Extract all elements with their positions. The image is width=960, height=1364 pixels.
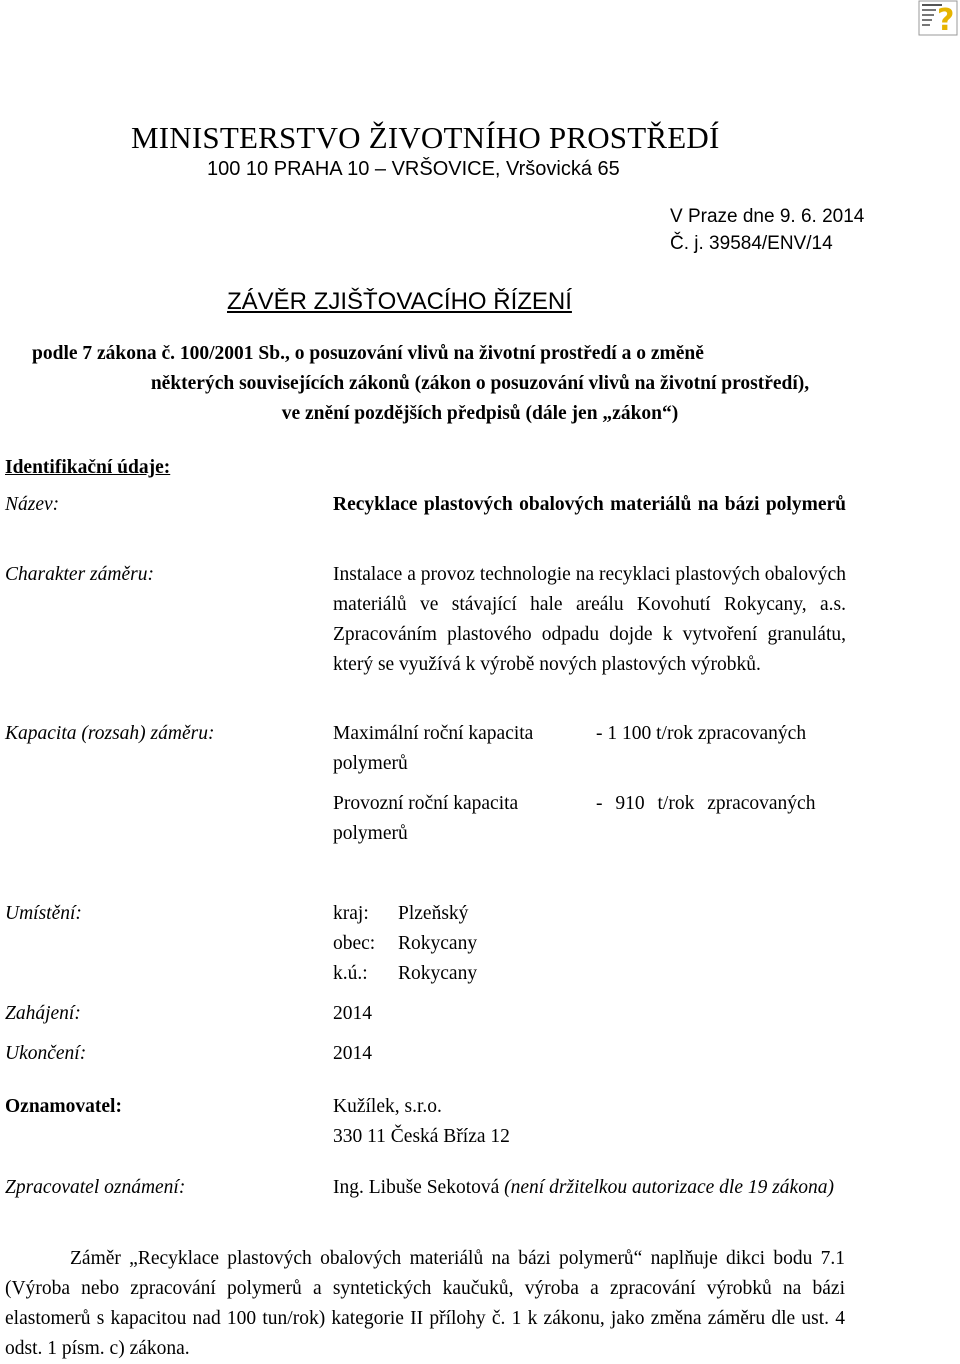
location-key: obec: bbox=[333, 933, 376, 954]
name-label: Název: bbox=[5, 494, 60, 515]
closing-paragraph: Záměr „Recyklace plastových obalových materiálů na bázi polymerů“ naplňuje dikci bodu 7.1 (Výroba nebo zpracování polymerů a syntetických kaučuků, výroba a zpracování výrobků na bázi elastomerů s kapacitou nad 100 tun/rok) kategorie II přílohy č. 1 k zákonu, jako změna záměru dle ust. 4 odst. 1 písm. c) zákona. bbox=[5, 1248, 845, 1359]
project-name: Recyklace plastových obalových materiálů na bázi polymerů bbox=[333, 494, 846, 515]
legal-basis-line: některých souvisejících zákonů (zákon o posuzování vlivů na životní prostředí), bbox=[150, 373, 810, 394]
start-value: 2014 bbox=[333, 1003, 372, 1024]
ministry-title: MINISTERSTVO ŽIVOTNÍHO PROSTŘEDÍ bbox=[131, 120, 720, 155]
author-name: Ing. Libuše Sekotová bbox=[333, 1177, 500, 1198]
identification-heading: Identifikační údaje: bbox=[5, 457, 171, 478]
end-value: 2014 bbox=[333, 1043, 372, 1064]
capacity-operating-label: Provozní roční kapacita polymerů bbox=[333, 793, 519, 844]
location-value: Rokycany bbox=[398, 963, 478, 984]
capacity-max-label: Maximální roční kapacita polymerů bbox=[333, 723, 534, 774]
end-label: Ukončení: bbox=[5, 1043, 87, 1064]
document-title: ZÁVĚR ZJIŠŤOVACÍHO ŘÍZENÍ bbox=[227, 288, 572, 315]
location-label: Umístění: bbox=[5, 903, 82, 924]
location-key: kraj: bbox=[333, 903, 369, 924]
start-label: Zahájení: bbox=[5, 1003, 81, 1024]
document-date: V Praze dne 9. 6. 2014 bbox=[670, 206, 865, 227]
legal-basis-line: podle 7 zákona č. 100/2001 Sb., o posuzování vlivů na životní prostředí a o změně bbox=[32, 343, 704, 364]
notifier-name: Kužílek, s.r.o. bbox=[333, 1096, 442, 1117]
legal-basis bbox=[0, 339, 960, 429]
capacity-max-value: - 1 100 t/rok zpracovaných bbox=[596, 723, 807, 744]
author-value bbox=[333, 1173, 846, 1203]
project-character: Instalace a provoz technologie na recyklaci plastových obalových materiálů ve stávající hale areálu Kovohutí Rokycany, a.s. Zpracováním plastového odpadu dojde k vytvoření granulátu, který se využívá k výrobě nových plastových výrobků. bbox=[333, 564, 846, 675]
capacity-label: Kapacita (rozsah) záměru: bbox=[5, 723, 215, 744]
notifier-address: 330 11 Česká Bříza 12 bbox=[333, 1126, 510, 1147]
corner-logo-icon bbox=[918, 0, 958, 36]
legal-basis-line: ve znění pozdějších předpisů (dále jen „zákon“) bbox=[281, 403, 679, 424]
reference-number: Č. j. 39584/ENV/14 bbox=[670, 233, 833, 254]
svg-text:?: ? bbox=[937, 3, 955, 36]
location-value: Rokycany bbox=[398, 933, 478, 954]
author-note: (není držitelkou autorizace dle 19 zákona) bbox=[504, 1177, 834, 1198]
character-label: Charakter záměru: bbox=[5, 564, 154, 585]
notifier-label: Oznamovatel: bbox=[5, 1096, 122, 1117]
location-value: Plzeňský bbox=[398, 903, 469, 924]
capacity-operating-value: - 910 t/rok zpracovaných bbox=[596, 793, 816, 814]
ministry-address: 100 10 PRAHA 10 – VRŠOVICE, Vršovická 65 bbox=[207, 158, 620, 180]
author-label: Zpracovatel oznámení: bbox=[5, 1177, 186, 1198]
location-key: k.ú.: bbox=[333, 963, 368, 984]
